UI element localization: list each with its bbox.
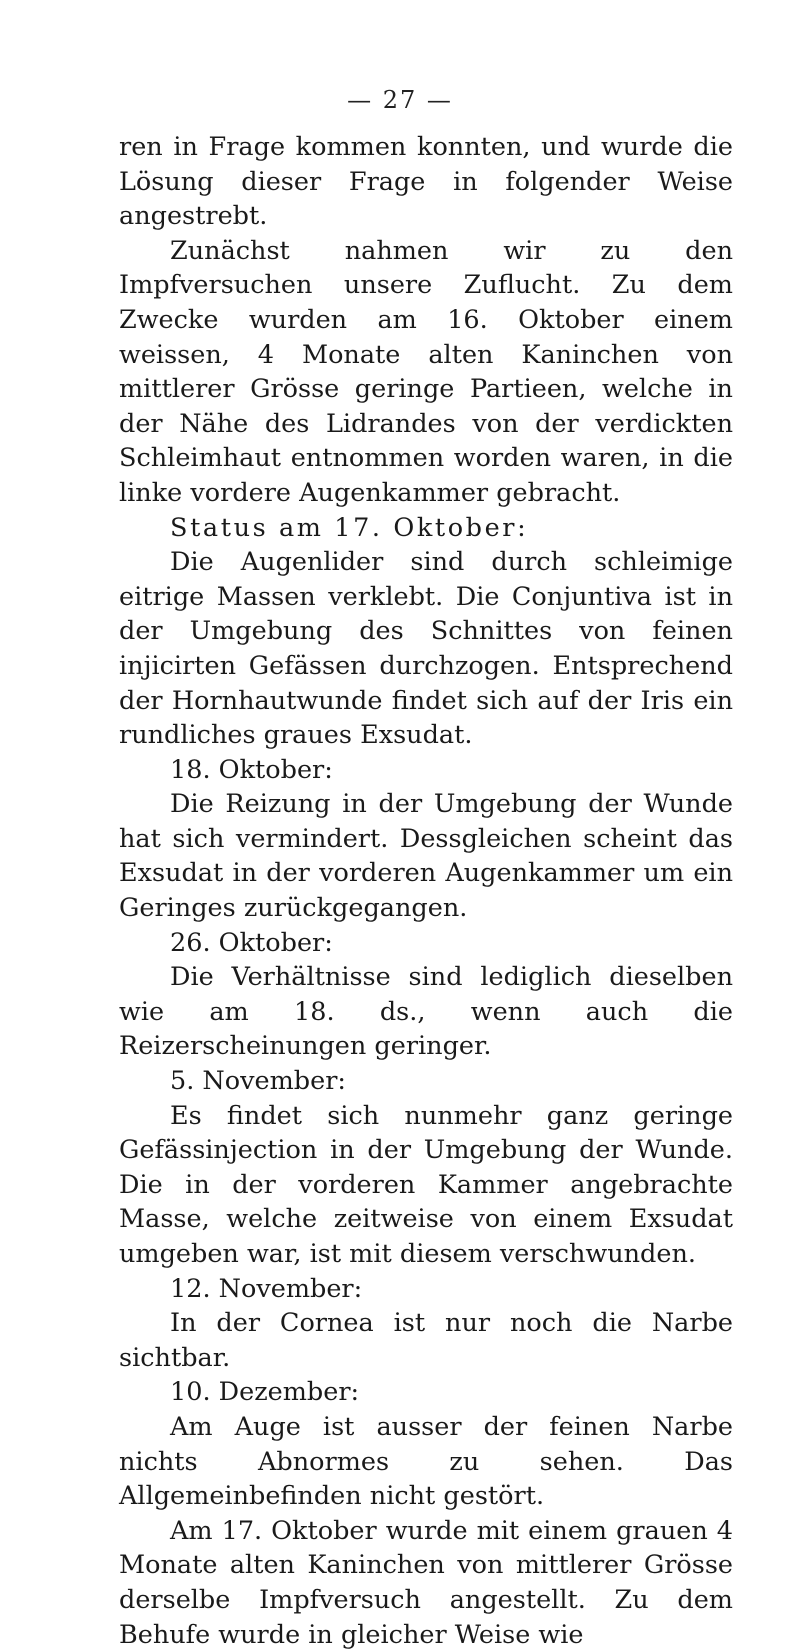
page-number: — 27 — [347,86,453,114]
status-heading: Status am 17. Oktober: [170,512,529,543]
date-heading: 5. November: [170,1066,346,1097]
paragraph: Die Verhältnisse sind lediglich dieselben wie am 18. ds., wenn auch die Reizerscheinungen geringer. [119,962,733,1062]
paragraph: Die Augenlider sind durch schleimige eitrige Massen verklebt. Die Conjuntiva ist in der Umgebung des Schnittes von feinen injicirten Gefässen durchzogen. Entsprechend der Hornhautwunde findet sich auf der Iris ein rundliches graues Exsudat. [119,547,733,751]
paragraph: Die Reizung in der Umgebung der Wunde hat sich vermindert. Dessgleichen scheint das Exsudat in der vorderen Augenkammer um ein Geringes zurückgegangen. [119,789,733,924]
paragraph: Es findet sich nunmehr ganz geringe Gefässinjection in der Umgebung der Wunde. Die in der vorderen Kammer angebrachte Masse, welche zeitweise von einem Exsudat umgeben war, ist mit diesem verschwunden. [119,1100,733,1269]
paragraph: ren in Frage kommen konnten, und wurde die Lösung dieser Frage in folgender Weise angestrebt. [119,132,733,232]
date-heading: 10. Dezember: [170,1377,360,1408]
paragraph: Am 17. Oktober wurde mit einem grauen 4 Monate alten Kaninchen von mittlerer Grösse derselbe Impfversuch angestellt. Zu dem Behufe wurde in gleicher Weise wie [119,1515,733,1650]
paragraph: Zunächst nahmen wir zu den Impfversuchen unsere Zuflucht. Zu dem Zwecke wurden am 16. Oktober einem weissen, 4 Monate alten Kaninchen von mittlerer Grösse geringe Partieen, welche in der Nähe des Lidrandes von der verdickten Schleimhaut entnommen worden waren, in die linke vordere Augenkammer gebracht. [119,235,733,508]
date-heading: 12. November: [170,1273,363,1304]
body-text [119,130,733,1652]
paragraph: In der Cornea ist nur noch die Narbe sichtbar. [119,1308,733,1373]
paragraph: Am Auge ist ausser der feinen Narbe nichts Abnormes zu sehen. Das Allgemeinbefinden nicht gestört. [119,1411,733,1512]
date-heading: 26. Oktober: [170,927,333,958]
date-heading: 18. Oktober: [170,754,333,785]
